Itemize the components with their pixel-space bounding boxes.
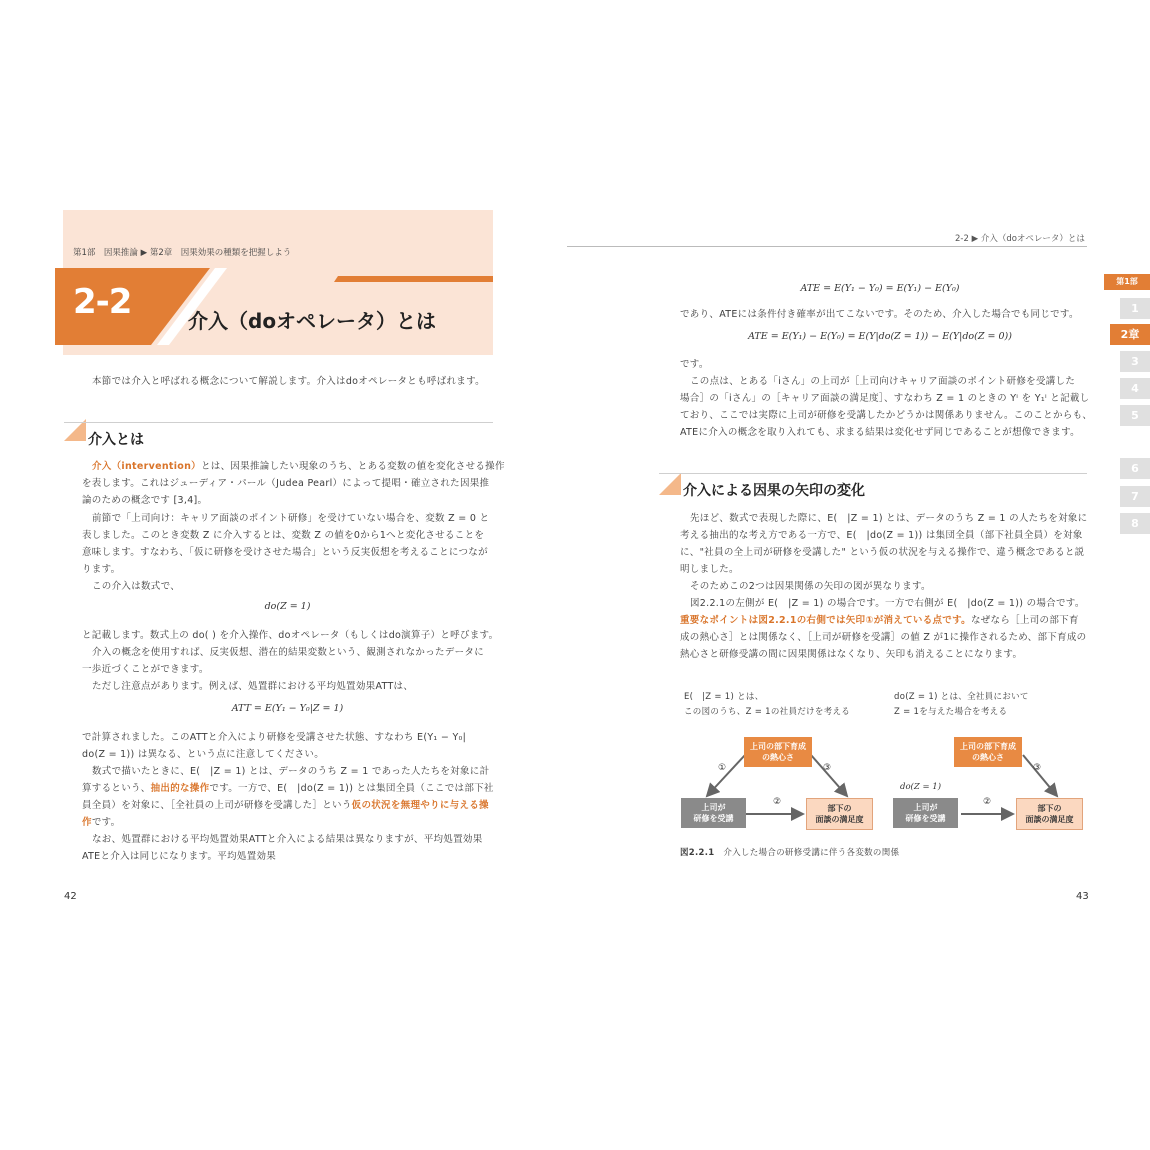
running-head: 2-2 ▶ 介入（doオペレータ）とは: [955, 234, 1085, 244]
paragraph-line: ただし注意点があります。例えば、処置群における平均処置効果ATTは、: [92, 681, 414, 692]
subhead-marker-icon: [659, 473, 681, 495]
paragraph-line: 介入（intervention）とは、因果推論したい現象のうち、とある変数の値を変化させる操作: [92, 461, 505, 472]
figure-left-caption: E( |Z = 1) とは、 この図のうち、Z = 1の社員だけを考える: [684, 692, 851, 717]
paragraph-line: ATEに介入の概念を取り入れても、求まる結果は変化せず同じであることが想像できます。: [680, 427, 1080, 438]
node-subordinate-satisfaction: 部下の 面談の満足度: [1016, 798, 1083, 830]
do-label: do(Z = 1): [900, 782, 942, 792]
paragraph-line: そのためこの2つは因果関係の矢印の図が異なります。: [690, 581, 931, 592]
equation-do: do(Z = 1): [264, 601, 311, 612]
figure-right-caption: do(Z = 1) とは、全社員において Z = 1を与えた場合を考える: [894, 692, 1029, 717]
paragraph-line: 員全員）を対象に、［全社員の上司が研修を受講した］という仮の状況を無理やりに与える操: [82, 800, 489, 811]
highlight-key-point: 重要なポイントは図2.2.1の右側では矢印①が消えている点です。: [680, 615, 971, 626]
paragraph-line: この介入は数式で、: [92, 581, 181, 592]
node-boss-training: 上司が 研修を受講: [681, 798, 746, 828]
paragraph-line: 作です。: [82, 817, 121, 828]
paragraph-line: 場合］の「iさん」の［キャリア面談の満足度］、すなわち Z = 1 のときの Yⁱ を Y₁ⁱ と記載し: [680, 393, 1090, 404]
arrow-label-2: ②: [983, 797, 992, 807]
paragraph-line: 先ほど、数式で表現した際に、E( |Z = 1) とは、データのうち Z = 1 の人たちを対象に: [690, 513, 1088, 524]
tab-chapter-5[interactable]: 5: [1120, 405, 1150, 426]
paragraph-line: 論のための概念です [3,4]。: [82, 495, 208, 506]
paragraph-line: 前節で「上司向け：キャリア面談のポイント研修」を受けていない場合を、変数 Z = 0 と: [92, 513, 490, 524]
node-subordinate-satisfaction: 部下の 面談の満足度: [806, 798, 873, 830]
paragraph-line: 重要なポイントは図2.2.1の右側では矢印①が消えている点です。なぜなら［上司の部下育: [680, 615, 1079, 626]
tab-chapter-6[interactable]: 6: [1120, 458, 1150, 479]
term-intervention: 介入（intervention）: [92, 461, 201, 472]
section-number: 2-2: [73, 282, 132, 322]
node-boss-training: 上司が 研修を受講: [893, 798, 958, 828]
paragraph-line: ATEと介入は同じになります。平均処置効果: [82, 851, 277, 862]
arrow-label-2: ②: [773, 797, 782, 807]
tab-chapter-3[interactable]: 3: [1120, 351, 1150, 372]
highlight-extraction: 抽出的な操作: [150, 783, 210, 794]
node-boss-enthusiasm: 上司の部下育成 の熱心さ: [954, 737, 1022, 767]
highlight-forced-situation: 仮の状況を無理やりに与える操: [351, 800, 489, 811]
paragraph-line: 数式で描いたときに、E( |Z = 1) とは、データのうち Z = 1 であった人たちを対象に計: [92, 766, 490, 777]
subhead-causal-arrow: 介入による因果の矢印の変化: [683, 483, 865, 499]
node-boss-enthusiasm: 上司の部下育成 の熱心さ: [744, 737, 812, 767]
paragraph-line: に、"社員の全上司が研修を受講した" という仮の状況を与える操作で、違う概念であると説: [680, 547, 1085, 558]
paragraph-line: 介入の概念を使用すれば、反実仮想、潜在的結果変数という、観測されなかったデータに: [92, 647, 485, 658]
paragraph-line: で計算されました。このATTと介入により研修を受講させた状態、すなわち E(Y₁ − Y₀|: [82, 732, 467, 743]
subhead-rule: [659, 473, 1087, 474]
paragraph-line: 表しました。このとき変数 Z に介入するとは、変数 Z の値を0から1へと変化させることを: [82, 530, 485, 541]
paragraph-line: なお、処置群における平均処置効果ATTと介入による結果は異なりますが、平均処置効果: [92, 834, 483, 845]
paragraph-line: 成の熱心さ］とは関係なく、［上司が研修を受講］の値 Z が1に操作されるため、部下育成の: [680, 632, 1087, 643]
paragraph-line: この点は、とある「iさん」の上司が［上司向けキャリア面談のポイント研修を受講した: [690, 376, 1076, 387]
arrow-label-3: ③: [823, 763, 832, 773]
paragraph-line: 一歩近づくことができます。: [82, 664, 209, 675]
tab-chapter-7[interactable]: 7: [1120, 486, 1150, 507]
paragraph-line: do(Z = 1)) は異なる、という点に注意してください。: [82, 749, 325, 760]
paragraph-line: 図2.2.1の左側が E( |Z = 1) の場合です。一方で右側が E( |do(Z = 1)) の場合です。: [690, 598, 1085, 609]
arrow-label-3: ③: [1033, 763, 1042, 773]
paragraph-line: 熱心さと研修受講の間に因果関係はなくなり、矢印も消えることになります。: [680, 649, 1023, 660]
page-number-right: 43: [1076, 891, 1089, 902]
equation-ate-do: ATE = E(Y₁) − E(Y₀) = E(Y|do(Z = 1)) − E(Y|do(Z = 0)): [748, 331, 1012, 342]
paragraph-line: を表します。これはジューディア・パール（Judea Pearl）によって提唱・確立された因果推: [82, 478, 490, 489]
paragraph-line: 明しました。: [680, 564, 739, 575]
paragraph-line: であり、ATEには条件付き確率が出てこないです。そのため、介入した場合でも同じです。: [680, 309, 1079, 320]
arrow-label-1: ①: [718, 763, 727, 773]
paragraph-line: 算するという、抽出的な操作です。一方で、E( |do(Z = 1)) とは集団全員（ここでは部下社: [82, 783, 494, 794]
tab-chapter-2[interactable]: 2章: [1110, 324, 1150, 345]
paragraph-line: 意味します。すなわち、「仮に研修を受けさせた場合」という反実仮想を考えることにつなが: [82, 547, 488, 558]
equation-ate: ATE = E(Y₁ − Y₀) = E(Y₁) − E(Y₀): [800, 283, 960, 294]
intro-text: 本節では介入と呼ばれる概念について解説します。介入はdoオペレータとも呼ばれます。: [92, 376, 485, 387]
breadcrumb: 第1部 因果推論 ▶ 第2章 因果効果の種類を把握しよう: [73, 248, 292, 258]
figure-caption: 図2.2.1 介入した場合の研修受講に伴う各変数の関係: [680, 848, 900, 858]
tab-part-1[interactable]: 第1部: [1104, 274, 1150, 290]
tab-chapter-8[interactable]: 8: [1120, 513, 1150, 534]
subhead-rule: [64, 422, 493, 423]
paragraph-line: ており、ここでは実際に上司が研修を受講したかどうかは関係ありません。このことからも、: [680, 410, 1093, 421]
paragraph-line: 考える抽出的な考え方である一方で、E( |do(Z = 1)) は集団全員（部下社員全員）を対象: [680, 530, 1083, 541]
subhead-intervention: 介入とは: [88, 432, 144, 448]
page-number-left: 42: [64, 891, 77, 902]
tab-chapter-4[interactable]: 4: [1120, 378, 1150, 399]
paragraph-line: です。: [680, 359, 709, 370]
equation-att: ATT = E(Y₁ − Y₀|Z = 1): [231, 703, 344, 714]
tab-chapter-1[interactable]: 1: [1120, 298, 1150, 319]
running-head-rule: [567, 246, 1087, 247]
paragraph-line: ります。: [82, 564, 121, 575]
paragraph-line: と記載します。数式上の do( ) を介入操作、doオペレータ（もしくはdo演算子）と呼びます。: [82, 630, 499, 641]
section-title: 介入（doオペレータ）とは: [188, 309, 437, 333]
